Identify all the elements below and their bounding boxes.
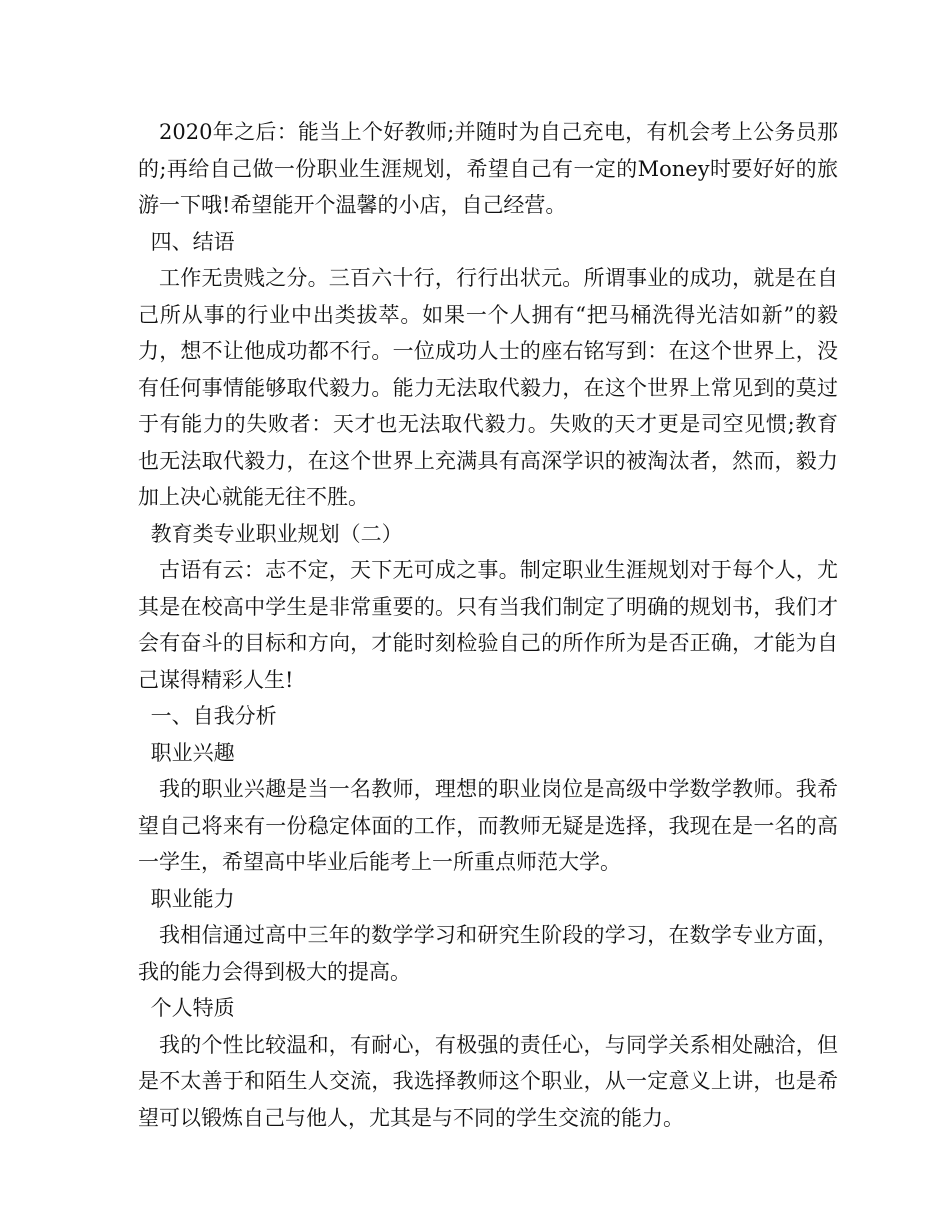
paragraph-career-interest: 我的职业兴趣是当一名教师，理想的职业岗位是高级中学数学教师。我希望自己将来有一份稳定体面的工作，而教师无疑是选择，我现在是一名的高一学生，希望高中毕业后能考上一所重点师范大学。 bbox=[138, 777, 838, 874]
heading-personal-traits: 个人特质 bbox=[150, 996, 235, 1020]
paragraph-plan-2020: 2020年之后：能当上个好教师;并随时为自己充电，有机会考上公务员那的;再给自己做一份职业生涯规划，希望自己有一定的Money时要好好的旅游一下哦!希望能开个温馨的小店，自己经营。 bbox=[138, 120, 838, 217]
paragraph-intro: 古语有云：志不定，天下无可成之事。制定职业生涯规划对于每个人，尤其是在校高中学生是非常重要的。只有当我们制定了明确的规划书，我们才会有奋斗的目标和方向，才能时刻检验自己的所作所为是否正确，才能为自己谋得精彩人生! bbox=[138, 558, 838, 692]
heading-conclusion: 四、结语 bbox=[150, 229, 235, 254]
paragraph-conclusion: 工作无贵贱之分。三百六十行，行行出状元。所谓事业的成功，就是在自己所从事的行业中出类拔萃。如果一个人拥有“把马桶洗得光洁如新”的毅力，想不让他成功都不行。一位成功人士的座右铭写到：在这个世界上，没有任何事情能够取代毅力。能力无法取代毅力，在这个世界上常见到的莫过于有能力的失败者：天才也无法取代毅力。失败的天才更是司空见惯;教育也无法取代毅力，在这个世界上充满具有高深学识的被淘汰者，然而，毅力加上决心就能无往不胜。 bbox=[138, 266, 838, 509]
heading-self-analysis: 一、自我分析 bbox=[150, 704, 277, 728]
heading-part-two-title: 教育类专业职业规划（二） bbox=[150, 521, 403, 546]
heading-career-ability: 职业能力 bbox=[150, 886, 235, 911]
heading-career-interest: 职业兴趣 bbox=[150, 740, 235, 765]
paragraph-career-ability: 我相信通过高中三年的数学学习和研究生阶段的学习，在数学专业方面，我的能力会得到极大的提高。 bbox=[138, 923, 838, 984]
document-page bbox=[138, 114, 838, 1136]
paragraph-personal-traits: 我的个性比较温和，有耐心，有极强的责任心，与同学关系相处融洽，但是不太善于和陌生人交流，我选择教师这个职业，从一定意义上讲，也是希望可以锻炼自己与他人，尤其是与不同的学生交流的能力。 bbox=[138, 1032, 838, 1130]
